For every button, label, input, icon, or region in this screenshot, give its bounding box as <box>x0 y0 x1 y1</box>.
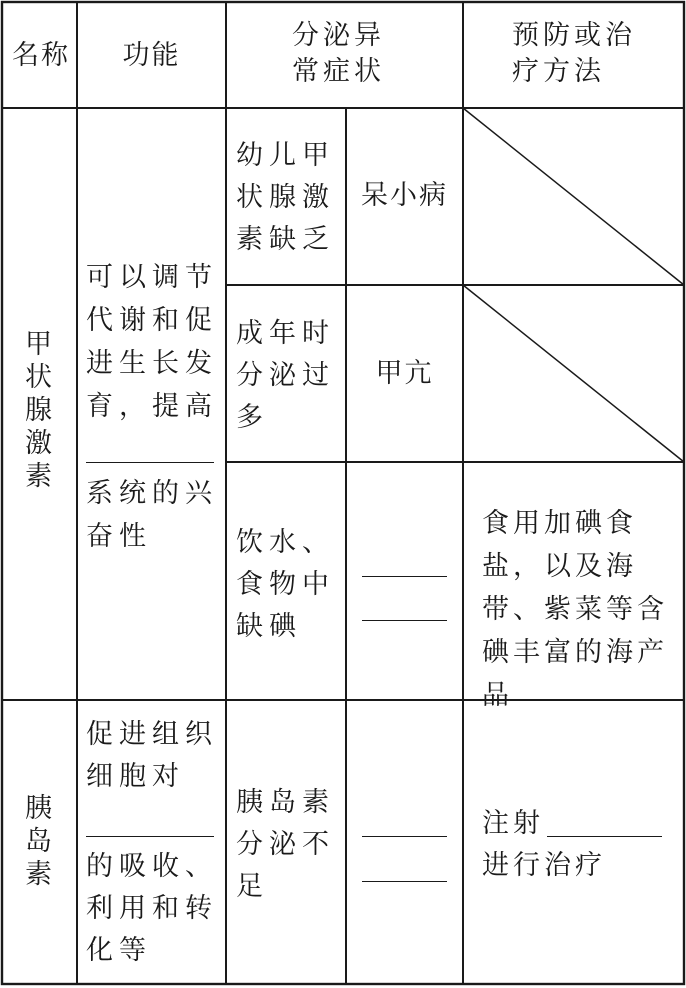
insulin-disease-blank-2[interactable] <box>362 881 447 882</box>
insulin-name: 胰岛素 <box>25 793 52 890</box>
thyroid-cause-1: 幼儿甲状腺激素缺乏 <box>236 140 335 255</box>
thyroid-cause-2: 成年时分泌过多 <box>236 318 335 433</box>
header-function: 功能 <box>122 40 181 71</box>
insulin-treatment-blank[interactable] <box>547 836 662 837</box>
thyroid-disease-2: 甲亢 <box>375 358 434 389</box>
thyroid-treatment-3: 食用加碘食盐，以及海带、紫菜等含碘丰富的海产品 <box>482 508 668 711</box>
slash-diagonal-1 <box>463 108 684 285</box>
insulin-function-text: 促进组织细胞对 <box>86 719 218 792</box>
insulin-function-text-2: 的吸收、利用和转化等 <box>86 851 218 966</box>
thyroid-disease-blank-1[interactable] <box>362 576 447 577</box>
thyroid-disease-blank-2[interactable] <box>362 620 447 621</box>
thyroid-function-text: 可以调节代谢和促进生长发育，提高 <box>86 262 218 422</box>
thyroid-function-blank[interactable] <box>86 462 214 463</box>
insulin-treatment-prefix: 注射 <box>482 808 544 839</box>
header-symptoms: 分泌异常症状 <box>292 20 385 87</box>
header-prevention: 预防或治疗方法 <box>512 20 636 87</box>
thyroid-cause-3: 饮水、食物中缺碘 <box>236 527 335 642</box>
thyroid-function-text-2: 系统的兴奋性 <box>86 478 218 552</box>
slash-diagonal-2 <box>463 285 684 462</box>
header-name: 名称 <box>12 40 70 71</box>
thyroid-name: 甲状腺激素 <box>25 329 52 492</box>
insulin-disease-blank-1[interactable] <box>362 836 447 837</box>
insulin-treatment-suffix: 进行治疗 <box>482 850 606 881</box>
thyroid-disease-1: 呆小病 <box>361 180 448 211</box>
insulin-cause: 胰岛素分泌不足 <box>236 787 335 902</box>
insulin-function-blank[interactable] <box>86 836 214 837</box>
